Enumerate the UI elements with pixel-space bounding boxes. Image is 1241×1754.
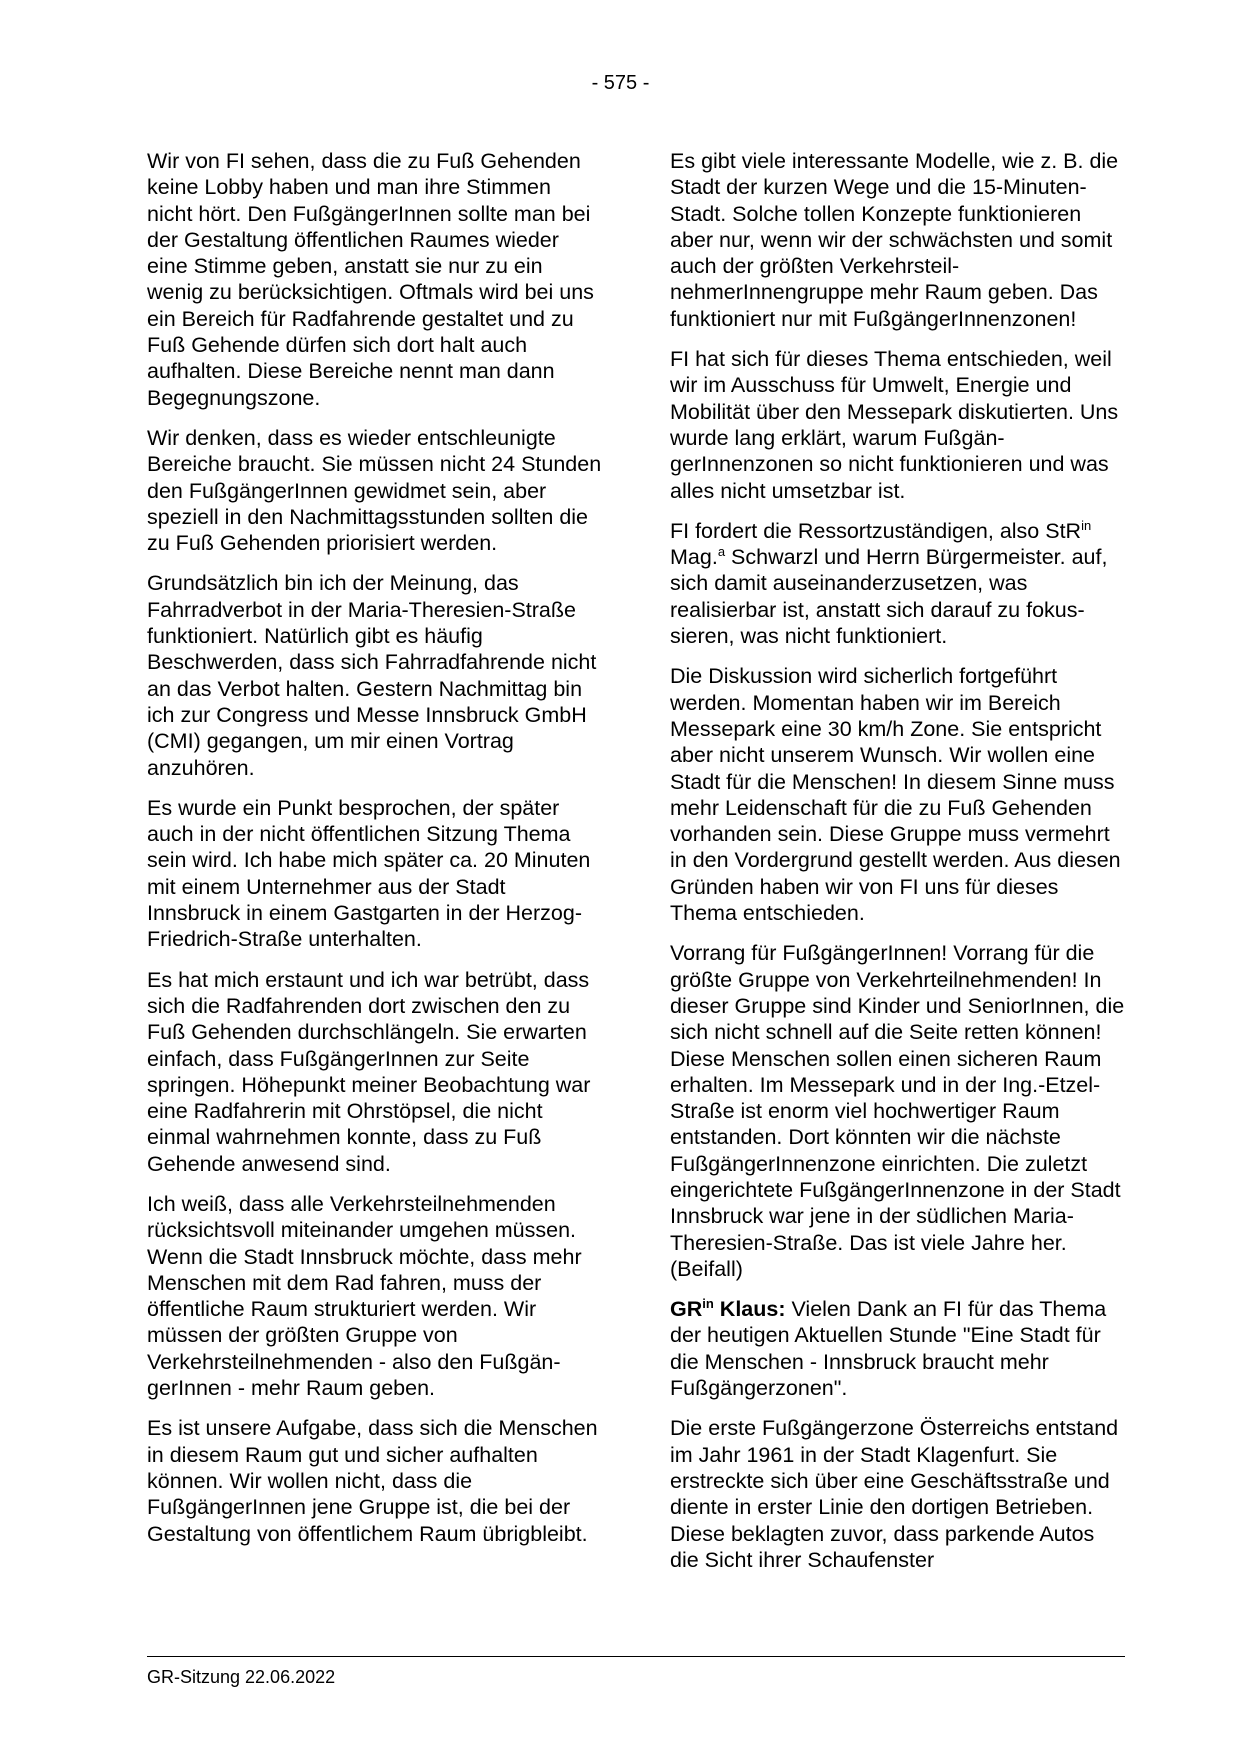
text-run: FI fordert die Ressortzuständigen, also StR <box>670 518 1082 543</box>
left-column <box>147 148 602 1561</box>
paragraph: Ich weiß, dass alle Verkehrsteilnehmenden rücksichtsvoll miteinander umgehen müssen. Wenn die Stadt Innsbruck möchte, dass mehr Menschen mit dem Rad fahren, muss der öffentliche Raum strukturiert werden. Wir müssen der größten Gruppe von Verkehrsteilnehmenden - also den FußgängerInnen - mehr Raum geben. <box>147 1191 582 1401</box>
paragraph <box>670 518 1125 649</box>
speaker-name <box>670 1297 786 1321</box>
paragraph: Wir denken, dass es wieder entschleunigte Bereiche braucht. Sie müssen nicht 24 Stunden den FußgängerInnen gewidmet sein, aber speziell in den Nachmittagsstunden sollten die zu Fuß Gehenden priorisiert werden. <box>147 425 602 556</box>
paragraph: Vorrang für FußgängerInnen! Vorrang für die größte Gruppe von Verkehrteilnehmenden! In dieser Gruppe sind Kinder und SeniorInnen, die sich nicht schnell auf die Seite retten können! Diese Menschen sollen einen sicheren Raum erhalten. Im Messepark und in der Ing.-Etzel-Straße ist enorm viel hochwertiger Raum entstanden. Dort könnten wir die nächste FußgängerInnenzone einrichten. Die zuletzt eingerichtete FußgängerInnenzone in der Stadt Innsbruck war jene in der südlichen Maria-Theresien-Straße. Das ist viele Jahre her. (Beifall) <box>670 941 1125 1281</box>
paragraph <box>670 1296 1125 1401</box>
page-number: - 575 - <box>591 72 650 94</box>
paragraph: Es gibt viele interessante Modelle, wie z. B. die Stadt der kurzen Wege und die 15-Minuten-Stadt. Solche tollen Konzepte funktionieren aber nur, wenn wir der schwächsten und somit auch der größten VerkehrsteilnehmerInnengruppe mehr Raum geben. Das funktioniert nur mit FußgängerInnenzonen! <box>670 149 1119 331</box>
superscript: in <box>702 1296 714 1312</box>
right-column <box>670 148 1125 1587</box>
text-run: Klaus: <box>713 1297 786 1322</box>
paragraph: Grundsätzlich bin ich der Meinung, das Fahrradverbot in der Maria-Theresien-Straße funktioniert. Natürlich gibt es häufig Beschwerden, dass sich Fahrradfahrende nicht an das Verbot halten. Gestern Nachmittag bin ich zur Congress und Messe Innsbruck GmbH (CMI) gegangen, um mir einen Vortrag anzuhören. <box>147 571 597 780</box>
superscript: in <box>1081 517 1092 533</box>
paragraph: Wir von FI sehen, dass die zu Fuß Gehenden keine Lobby haben und man ihre Stimmen nicht hört. Den FußgängerInnen sollte man bei der Gestaltung öffentlichen Raumes wieder eine Stimme geben, anstatt sie nur zu ein wenig zu berücksichtigen. Oftmals wird bei uns ein Bereich für Radfahrende gestaltet und zu Fuß Gehende dürfen sich dort halt auch aufhalten. Diese Bereiche nennt man dann Begegnungszone. <box>147 149 594 410</box>
paragraph: Es hat mich erstaunt und ich war betrübt, dass sich die Radfahrenden dort zwischen den zu Fuß Gehenden durchschlängeln. Sie erwarten einfach, dass FußgängerInnen zur Seite springen. Höhepunkt meiner Beobachtung war eine Radfahrerin mit Ohrstöpsel, die nicht einmal wahrnehmen konnte, dass zu Fuß Gehende anwesend sind. <box>147 967 591 1176</box>
footer-session-date: GR-Sitzung 22.06.2022 <box>147 1667 336 1687</box>
paragraph: Die erste Fußgängerzone Österreichs entstand im Jahr 1961 in der Stadt Klagenfurt. Sie erstreckte sich über eine Geschäftsstraße und diente in erster Linie den dortigen Betrieben. Diese beklagten zuvor, dass parkende Autos die Sicht ihrer Schaufenster <box>670 1416 1119 1572</box>
paragraph: FI hat sich für dieses Thema entschieden, weil wir im Ausschuss für Umwelt, Energie und Mobilität über den Messepark diskutierten. Uns wurde lang erklärt, warum FußgängerInnenzonen so nicht funktionieren und was alles nicht umsetzbar ist. <box>670 347 1119 503</box>
text-run: GR <box>670 1297 703 1322</box>
paragraph: Die Diskussion wird sicherlich fortgeführt werden. Momentan haben wir im Bereich Messepark eine 30 km/h Zone. Sie entspricht aber nicht unserem Wunsch. Wir wollen eine Stadt für die Menschen! In diesem Sinne muss mehr Leidenschaft für die zu Fuß Gehenden vorhanden sein. Diese Gruppe muss vermehrt in den Vordergrund gestellt werden. Aus diesen Gründen haben wir von FI uns für dieses Thema entschieden. <box>670 664 1121 926</box>
paragraph: Es wurde ein Punkt besprochen, der später auch in der nicht öffentlichen Sitzung Thema sein wird. Ich habe mich später ca. 20 Minuten mit einem Unternehmer aus der Stadt Innsbruck in einem Gastgarten in der Herzog-Friedrich-Straße unterhalten. <box>147 795 591 952</box>
paragraph: Es ist unsere Aufgabe, dass sich die Menschen in diesem Raum gut und sicher aufhalten können. Wir wollen nicht, dass die FußgängerInnen jene Gruppe ist, die bei der Gestaltung von öffentlichem Raum übrigbleibt. <box>147 1416 598 1546</box>
superscript: a <box>717 544 726 560</box>
text-run: Mag. <box>670 545 718 570</box>
text-run: Vielen Dank an FI für das Thema der heutigen Aktuellen Stunde "Eine Stadt für die Menschen - Innsbruck braucht mehr Fußgängerzonen". <box>670 1297 1107 1401</box>
footer-divider <box>147 1656 1125 1657</box>
text-run: Schwarzl und Herrn Bürgermeister. auf, sich damit auseinanderzusetzen, was realisierbar ist, anstatt sich darauf zu fokussieren, was nicht funktioniert. <box>670 545 1108 649</box>
